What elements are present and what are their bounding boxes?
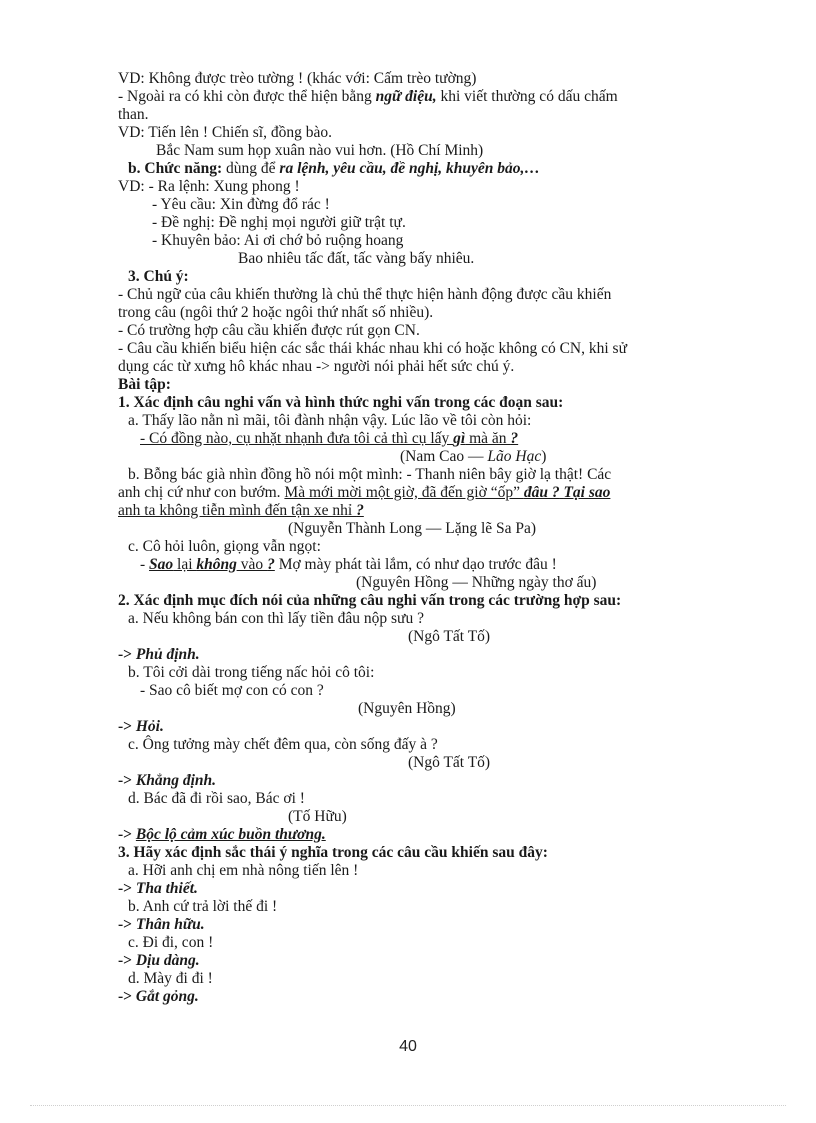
answer-line <box>118 988 738 1006</box>
arrow-marker: -> <box>118 916 136 933</box>
heading-label: 3. Chú ý: <box>128 268 189 285</box>
text-run: khi viết thường có dấu chấm <box>436 88 618 105</box>
document-body <box>118 70 738 1006</box>
body-line: than. <box>118 106 149 123</box>
text-run: Mợ mày phát tài lắm, có như dạo trước đâu ! <box>274 556 557 573</box>
example-line: - Yêu cầu: Xin đừng đổ rác ! <box>152 196 330 213</box>
text-run: dùng để <box>222 160 280 177</box>
body-line: a. Hỡi anh chị em nhà nông tiến lên ! <box>128 862 359 879</box>
body-line: c. Ông tưởng mày chết đêm qua, còn sống đấy à ? <box>128 736 438 753</box>
emphasis-text: đâu ? <box>523 484 560 501</box>
answer-text: Phủ định. <box>135 646 200 663</box>
emphasis-text: gì <box>453 430 466 447</box>
body-line: trong câu (ngôi thứ 2 hoặc ngôi thứ nhất số nhiều). <box>118 304 434 321</box>
body-line: - Câu cầu khiến biểu hiện các sắc thái khác nhau khi có hoặc không có CN, khi sử <box>118 340 627 357</box>
arrow-marker: -> <box>118 772 136 789</box>
emphasis-text: ? <box>267 556 275 573</box>
text-run: ) <box>541 448 547 465</box>
exercise-title <box>118 844 738 862</box>
answer-line <box>118 880 738 898</box>
arrow-marker: -> <box>118 646 136 663</box>
answer-line <box>118 772 738 790</box>
arrow-marker: -> <box>118 718 136 735</box>
example-line: VD: Không được trèo tường ! (khác với: Cấm trèo tường) <box>118 70 477 87</box>
example-line: - Khuyên bảo: Ai ơi chớ bỏ ruộng hoang <box>152 232 404 249</box>
underlined-text <box>284 484 610 501</box>
citation-title: Lão Hạc <box>487 448 542 465</box>
text-run: anh chị cứ như con bướm. <box>118 484 285 501</box>
quote-line <box>118 502 738 520</box>
body-line: - Chủ ngữ của câu khiến thường là chủ thể thực hiện hành động được cầu khiến <box>118 286 612 303</box>
underlined-text <box>118 502 364 519</box>
answer-text: Gắt gỏng. <box>135 988 199 1005</box>
citation: (Ngô Tất Tố) <box>408 628 491 645</box>
body-line: c. Cô hỏi luôn, giọng vẫn ngọt: <box>128 538 321 555</box>
text-run: - <box>140 556 150 573</box>
text-run: Mà mới mời một giờ, đã đến giờ “ốp” <box>284 484 524 501</box>
body-line: b. Tôi cởi dài trong tiếng nấc hỏi cô tôi: <box>128 664 375 681</box>
answer-line <box>118 646 738 664</box>
heading-label: Bài tập: <box>118 376 171 393</box>
body-line: c. Đi đi, con ! <box>128 934 214 951</box>
heading-label: 1. Xác định câu nghi vấn và hình thức nghi vấn trong các đoạn sau: <box>118 394 564 411</box>
quote-line: - Sao cô biết mợ con có con ? <box>140 682 324 699</box>
answer-line <box>118 718 738 736</box>
emphasis-text: ngữ điệu, <box>375 88 437 105</box>
body-line: a. Thấy lão nằn nì mãi, tôi đành nhận vậy. Lúc lão về tôi còn hỏi: <box>128 412 532 429</box>
answer-text: Bộc lộ cảm xúc buồn thương. <box>135 826 326 843</box>
emphasis-text: ? <box>510 430 519 447</box>
quote-line <box>118 430 738 448</box>
heading-label: 2. Xác định mục đích nói của những câu nghi vấn trong các trường hợp sau: <box>118 592 622 609</box>
arrow-marker: -> <box>118 988 136 1005</box>
example-line: - Đề nghị: Đề nghị mọi người giữ trật tự. <box>152 214 406 231</box>
emphasis-text: ra lệnh, yêu cầu, đề nghị, khuyên bảo,… <box>279 160 540 177</box>
underlined-text <box>149 556 275 573</box>
answer-text: Hỏi. <box>135 718 164 735</box>
example-line: VD: Tiến lên ! Chiến sĩ, đồng bào. <box>118 124 332 141</box>
answer-line <box>118 952 738 970</box>
heading-label: 3. Hãy xác định sắc thái ý nghĩa trong các câu cầu khiến sau đây: <box>118 844 548 861</box>
section-heading <box>118 160 738 178</box>
citation: (Nguyễn Thành Long — Lặng lẽ Sa Pa) <box>288 520 537 537</box>
example-line: VD: - Ra lệnh: Xung phong ! <box>118 178 300 195</box>
exercise-title <box>118 592 738 610</box>
body-line: - Có trường hợp câu cầu khiến được rút gọn CN. <box>118 322 420 339</box>
answer-text: Dịu dàng. <box>135 952 200 969</box>
quote-line <box>118 556 738 574</box>
body-line: d. Mày đi đi ! <box>128 970 213 987</box>
answer-line <box>118 826 738 844</box>
exercise-title <box>118 394 738 412</box>
text-run: vào <box>236 556 268 573</box>
answer-text: Khẳng định. <box>135 772 217 789</box>
arrow-marker: -> <box>118 952 136 969</box>
text-run: mà ăn <box>465 430 511 447</box>
emphasis-text: ? <box>356 502 364 519</box>
citation: (Tố Hữu) <box>288 808 347 825</box>
body-line <box>118 88 738 106</box>
emphasis-text: Tại sao <box>563 484 611 501</box>
answer-text: Tha thiết. <box>135 880 198 897</box>
citation <box>118 448 738 466</box>
exercise-heading <box>118 376 738 394</box>
text-run: (Nam Cao — <box>400 448 488 465</box>
citation: (Ngô Tất Tố) <box>408 754 491 771</box>
underlined-text <box>140 430 518 447</box>
footer-divider <box>30 1105 786 1106</box>
arrow-marker: -> <box>118 826 136 843</box>
body-line: d. Bác đã đi rồi sao, Bác ơi ! <box>128 790 305 807</box>
emphasis-text: Sao <box>149 556 174 573</box>
body-line: b. Bỗng bác già nhìn đồng hồ nói một mình: - Thanh niên bây giờ lạ thật! Các <box>128 466 612 483</box>
answer-line <box>118 916 738 934</box>
emphasis-text: không <box>196 556 237 573</box>
text-run: - Ngoài ra có khi còn được thể hiện bằng <box>118 88 376 105</box>
section-heading <box>118 268 738 286</box>
body-line: dụng các từ xưng hô khác nhau -> người nói phải hết sức chú ý. <box>118 358 515 375</box>
text-run: anh ta không tiễn mình đến tận xe nhỉ <box>118 502 357 519</box>
quote-line <box>118 484 738 502</box>
citation: (Nguyên Hồng — Những ngày thơ ấu) <box>356 574 597 591</box>
page-number: 40 <box>399 1038 417 1055</box>
text-run: lại <box>173 556 197 573</box>
text-run: - Có đồng nào, cụ nhặt nhạnh đưa tôi cả thì cụ lấy <box>140 430 454 447</box>
answer-text: Thân hữu. <box>135 916 205 933</box>
body-line: b. Anh cứ trả lời thế đi ! <box>128 898 278 915</box>
citation: (Nguyên Hồng) <box>358 700 456 717</box>
example-line: Bắc Nam sum họp xuân nào vui hơn. (Hồ Chí Minh) <box>156 142 484 159</box>
arrow-marker: -> <box>118 880 136 897</box>
example-line: Bao nhiêu tấc đất, tấc vàng bấy nhiêu. <box>238 250 475 267</box>
heading-label: b. Chức năng: <box>128 160 223 177</box>
body-line: a. Nếu không bán con thì lấy tiền đâu nộp sưu ? <box>128 610 424 627</box>
